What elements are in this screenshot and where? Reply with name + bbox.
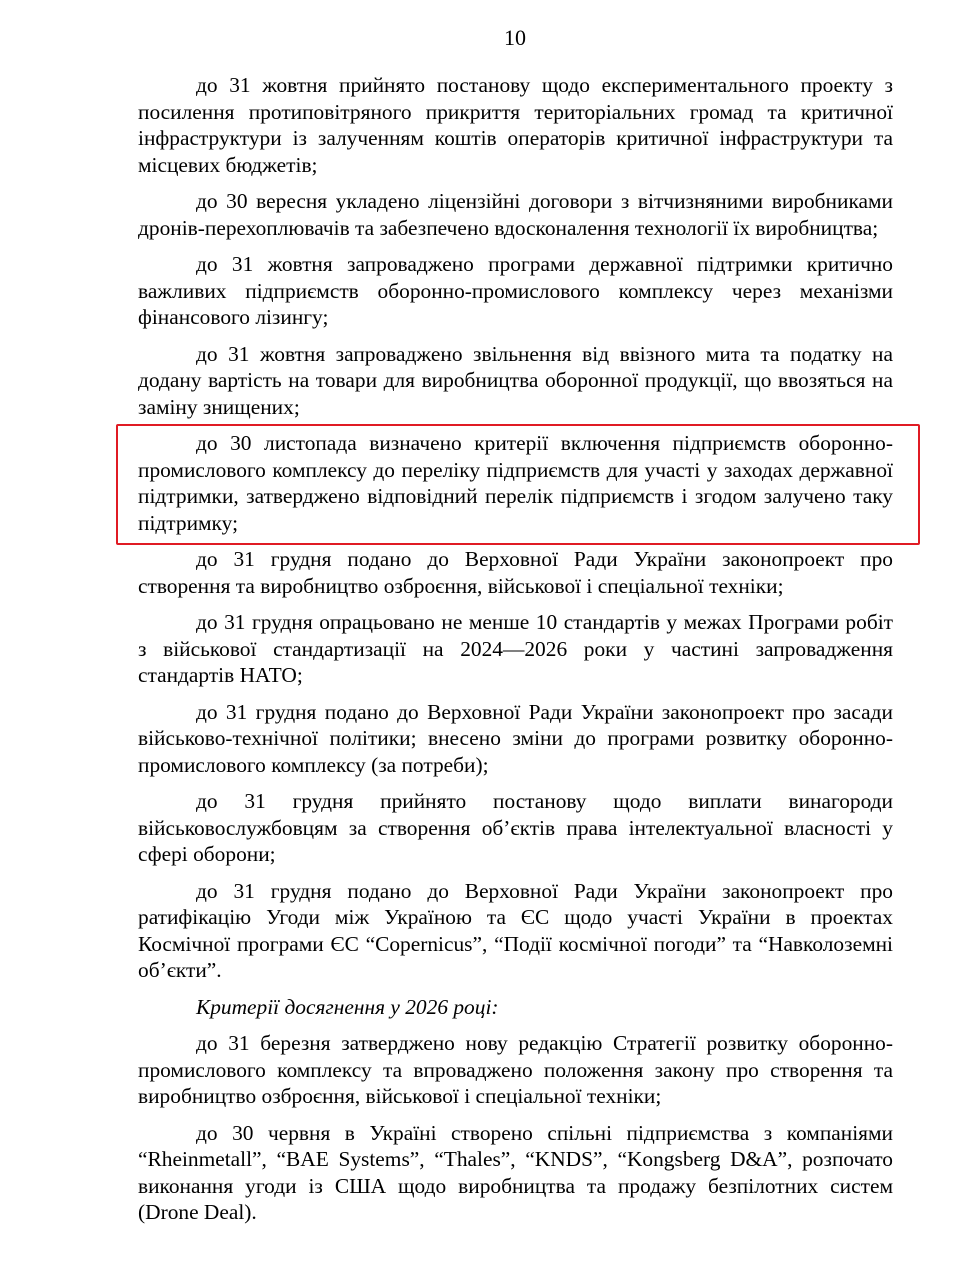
paragraph: до 31 жовтня запроваджено програми державної підтримки критично важливих підприємств оборонно-промислового комплексу через механізми фінансового лізингу; — [138, 252, 893, 329]
document-body — [138, 72, 893, 1236]
paragraph: до 31 грудня прийнято постанову щодо виплати винагороди військовослужбовцям за створення об’єктів права інтелектуальної власності у сфері оборони; — [138, 789, 893, 866]
section-heading: Критерії досягнення у 2026 році: — [196, 994, 499, 1019]
page-number: 10 — [504, 25, 526, 50]
paragraph: до 30 червня в Україні створено спільні підприємства з компаніями “Rheinmetall”, “BAE Systems”, “Thales”, “KNDS”, “Kongsberg D&A”, розпочато виконання угоди із США щодо виробництва та продажу безпілотних систем (Drone Deal). — [138, 1120, 893, 1224]
highlighted-paragraph — [138, 430, 893, 536]
paragraph: до 31 грудня подано до Верховної Ради України законопроект про ратифікацію Угоди між Україною та ЄС щодо участі України в проектах Космічної програми ЄС “Copernicus”, “Події космічної погоди” та “Навколоземні об’єкти”. — [138, 878, 893, 982]
paragraph: до 30 вересня укладено ліцензійні договори з вітчизняними виробниками дронів-перехоплювачів та забезпечено вдосконалення технології їх виробництва; — [138, 189, 893, 240]
paragraph: до 31 жовтня запроваджено звільнення від ввізного мита та податку на додану вартість на товари для виробництва оборонної продукції, що ввозяться на заміну знищених; — [138, 341, 893, 419]
paragraph: до 31 жовтня прийнято постанову щодо експериментального проекту з посилення протиповітряного прикриття територіальних громад та критичної інфраструктури із залученням коштів операторів критичної інфраструктури та місцевих бюджетів; — [138, 73, 893, 177]
paragraph: до 31 грудня подано до Верховної Ради України законопроект про створення та виробництво озброєння, військової і спеціальної техніки; — [138, 547, 893, 598]
paragraph: до 31 березня затверджено нову редакцію Стратегії розвитку оборонно-промислового комплексу та впроваджено положення закону про створення та виробництво озброєння, військової і спеціальної техніки; — [138, 1031, 893, 1108]
paragraph: до 30 листопада визначено критерії включення підприємств оборонно-промислового комплексу до переліку підприємств для участі у заходах державної підтримки, затверджено відповідний перелік підприємств і згодом залучено таку підтримку; — [138, 431, 893, 535]
paragraph: до 31 грудня опрацьовано не менше 10 стандартів у межах Програми робіт з військової стандартизації на 2024—2026 роки у частині запровадження стандартів НАТО; — [138, 610, 893, 687]
paragraph: до 31 грудня подано до Верховної Ради України законопроект про засади військово-технічної політики; внесено зміни до програми розвитку оборонно-промислового комплексу (за потреби); — [138, 699, 893, 777]
